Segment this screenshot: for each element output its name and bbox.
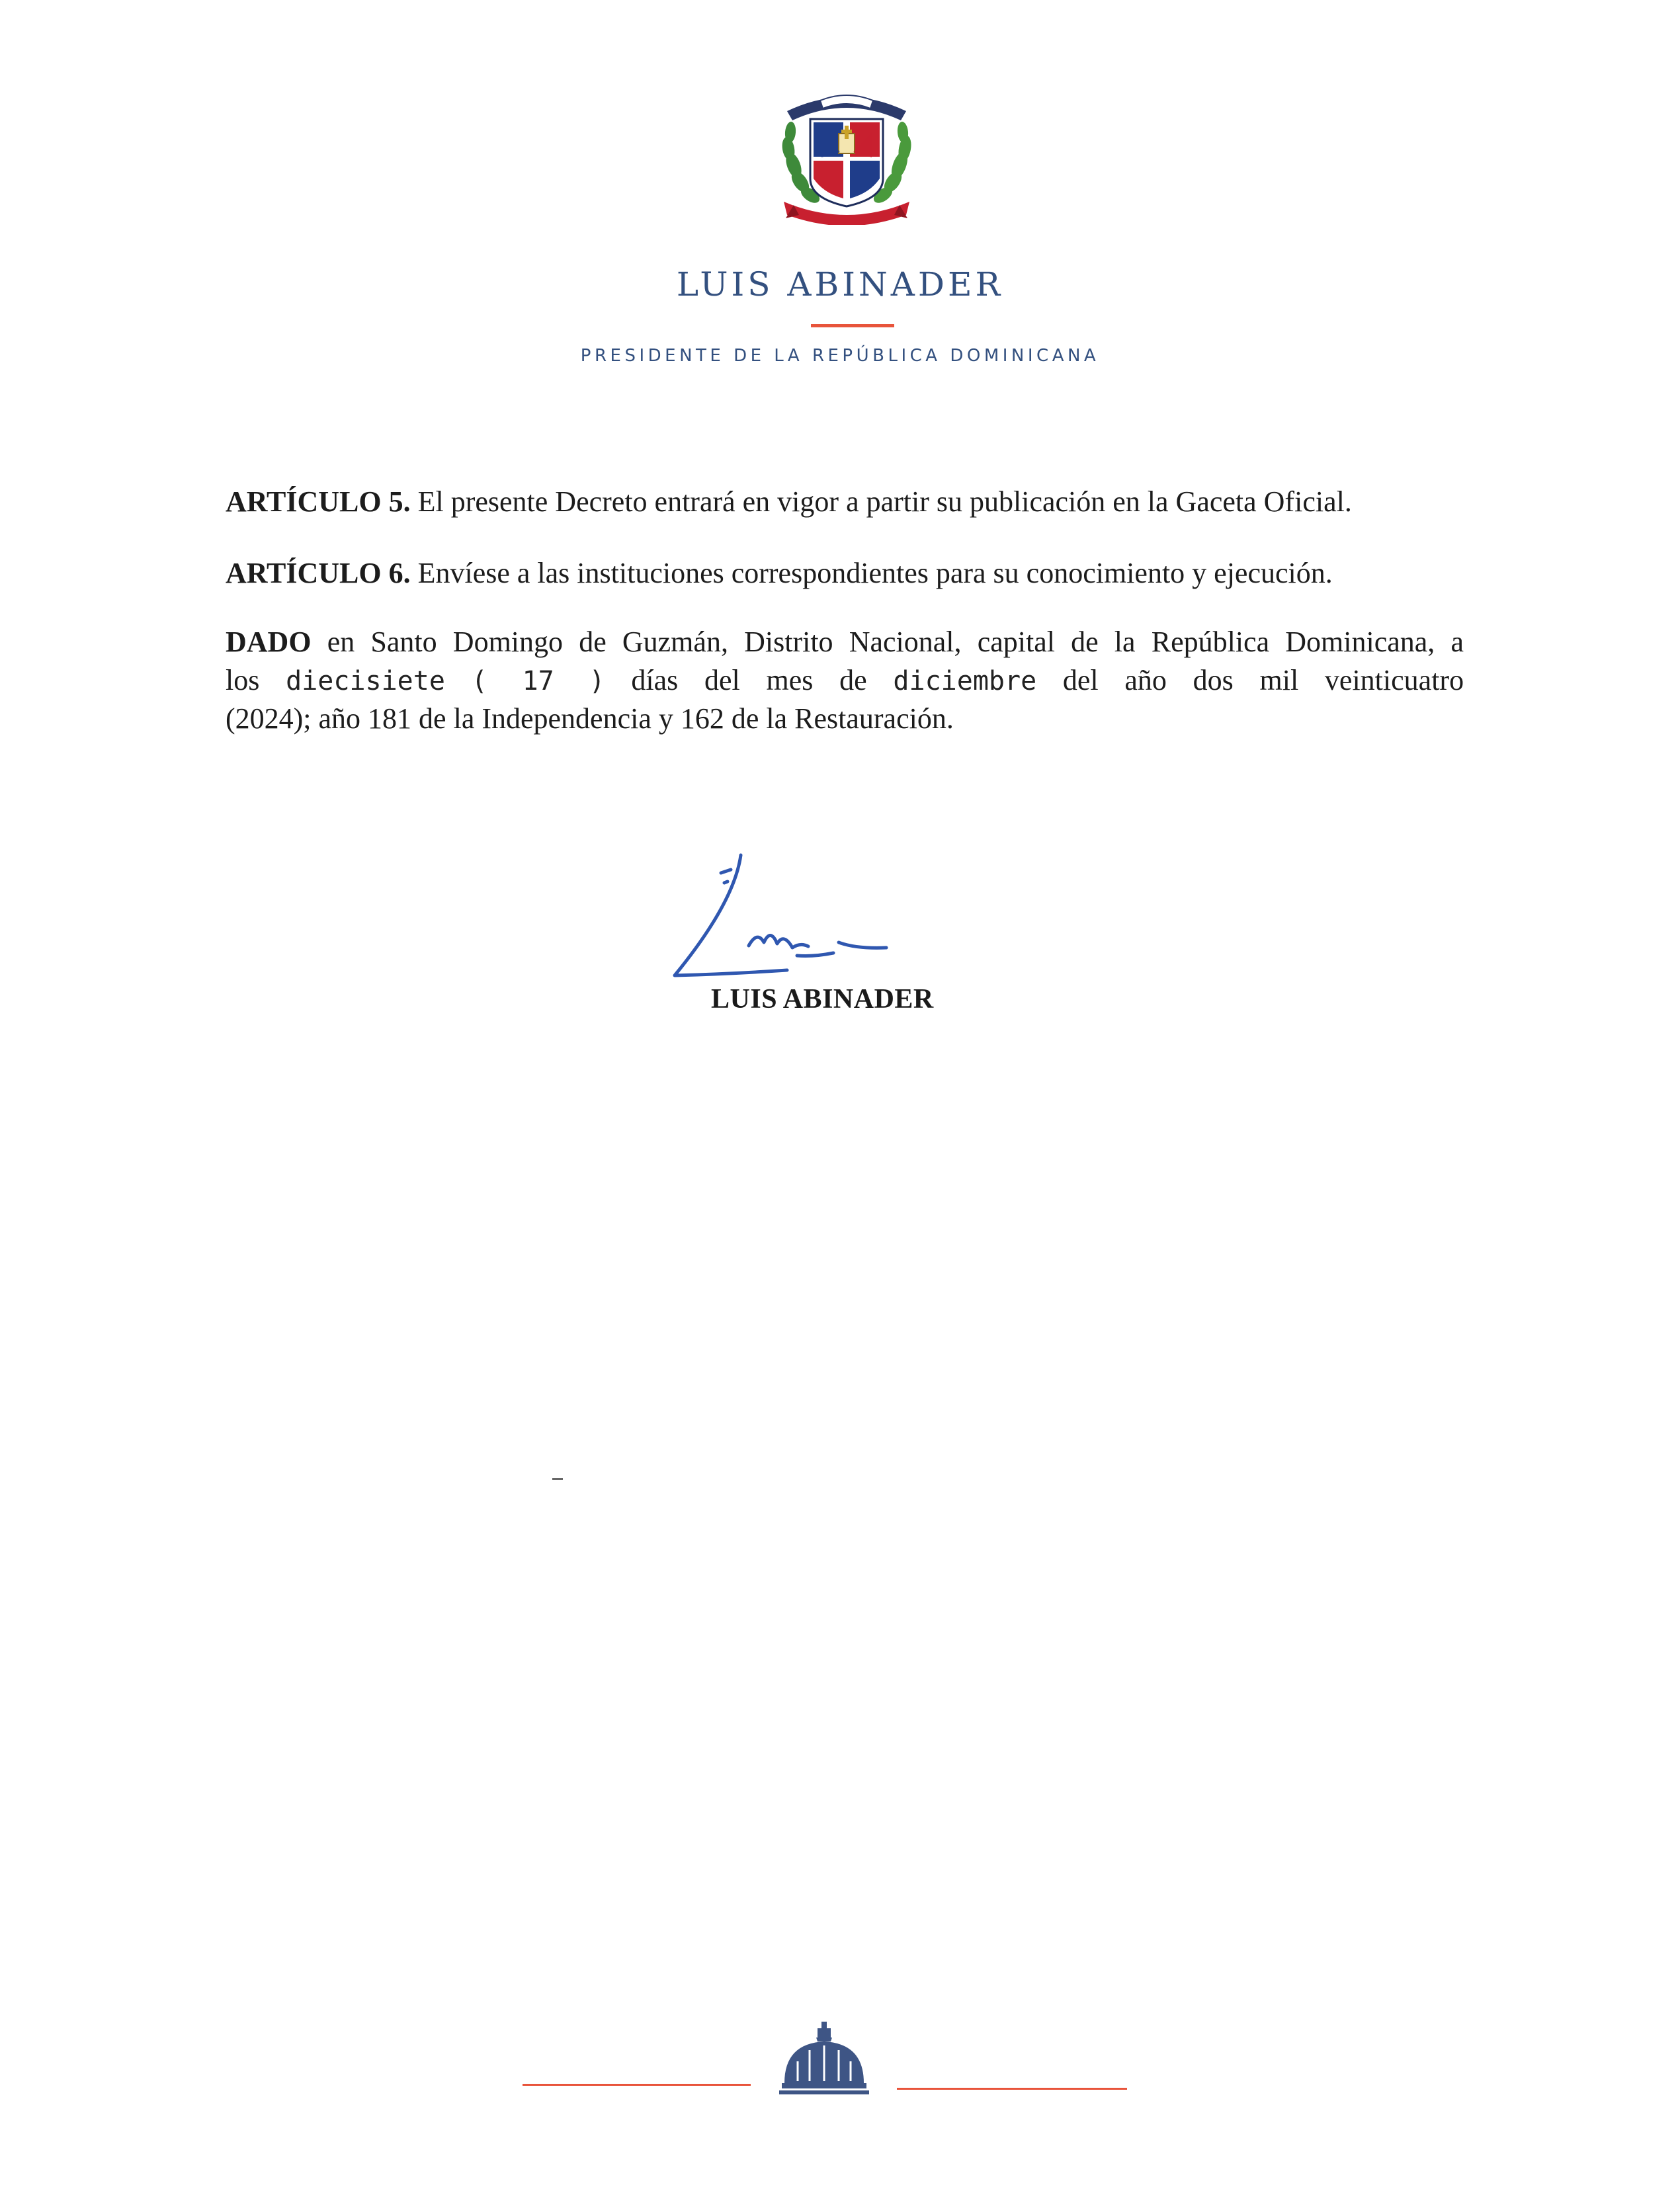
signer-name: LUIS ABINADER	[711, 984, 934, 1014]
article-5	[226, 483, 1464, 521]
article-6-text: Envíese a las instituciones correspondientes para su conocimiento y ejecución.	[410, 557, 1333, 589]
dado-los: los	[226, 664, 260, 696]
dado-day-number: ( 17 )	[471, 666, 605, 696]
coat-of-arms-icon	[774, 86, 919, 225]
header-president-title: PRESIDENTE DE LA REPÚBLICA DOMINICANA	[580, 346, 1100, 366]
article-6-label: ARTÍCULO 6.	[226, 557, 411, 589]
scan-mark	[552, 1478, 563, 1480]
header-accent-rule	[811, 324, 894, 327]
header-president-name: LUIS ABINADER	[676, 265, 1004, 304]
dado-line-1	[226, 623, 1464, 661]
dado-label: DADO	[226, 626, 312, 658]
dado-mid-text: días del mes de	[631, 664, 867, 696]
footer-rule-left	[523, 2084, 751, 2086]
dado-line-1-text: en Santo Domingo de Guzmán, Distrito Nacional, capital de la República Dominicana, a	[311, 626, 1464, 658]
capitol-dome-icon	[778, 2020, 870, 2103]
footer-rule-right	[897, 2088, 1127, 2090]
dado-month: diciembre	[893, 666, 1037, 696]
dado-paragraph	[226, 623, 1464, 738]
dado-line-2-text: del año dos mil veinticuatro	[1062, 664, 1464, 696]
article-6	[226, 554, 1464, 593]
article-5-text: El presente Decreto entrará en vigor a partir su publicación en la Gaceta Oficial.	[410, 485, 1352, 518]
article-5-label: ARTÍCULO 5.	[226, 485, 411, 518]
signature-image	[635, 843, 939, 995]
dado-line-3: (2024); año 181 de la Independencia y 162 de la Restauración.	[226, 702, 954, 735]
dado-line-2	[226, 661, 1464, 700]
dado-day-words: diecisiete	[286, 666, 445, 696]
